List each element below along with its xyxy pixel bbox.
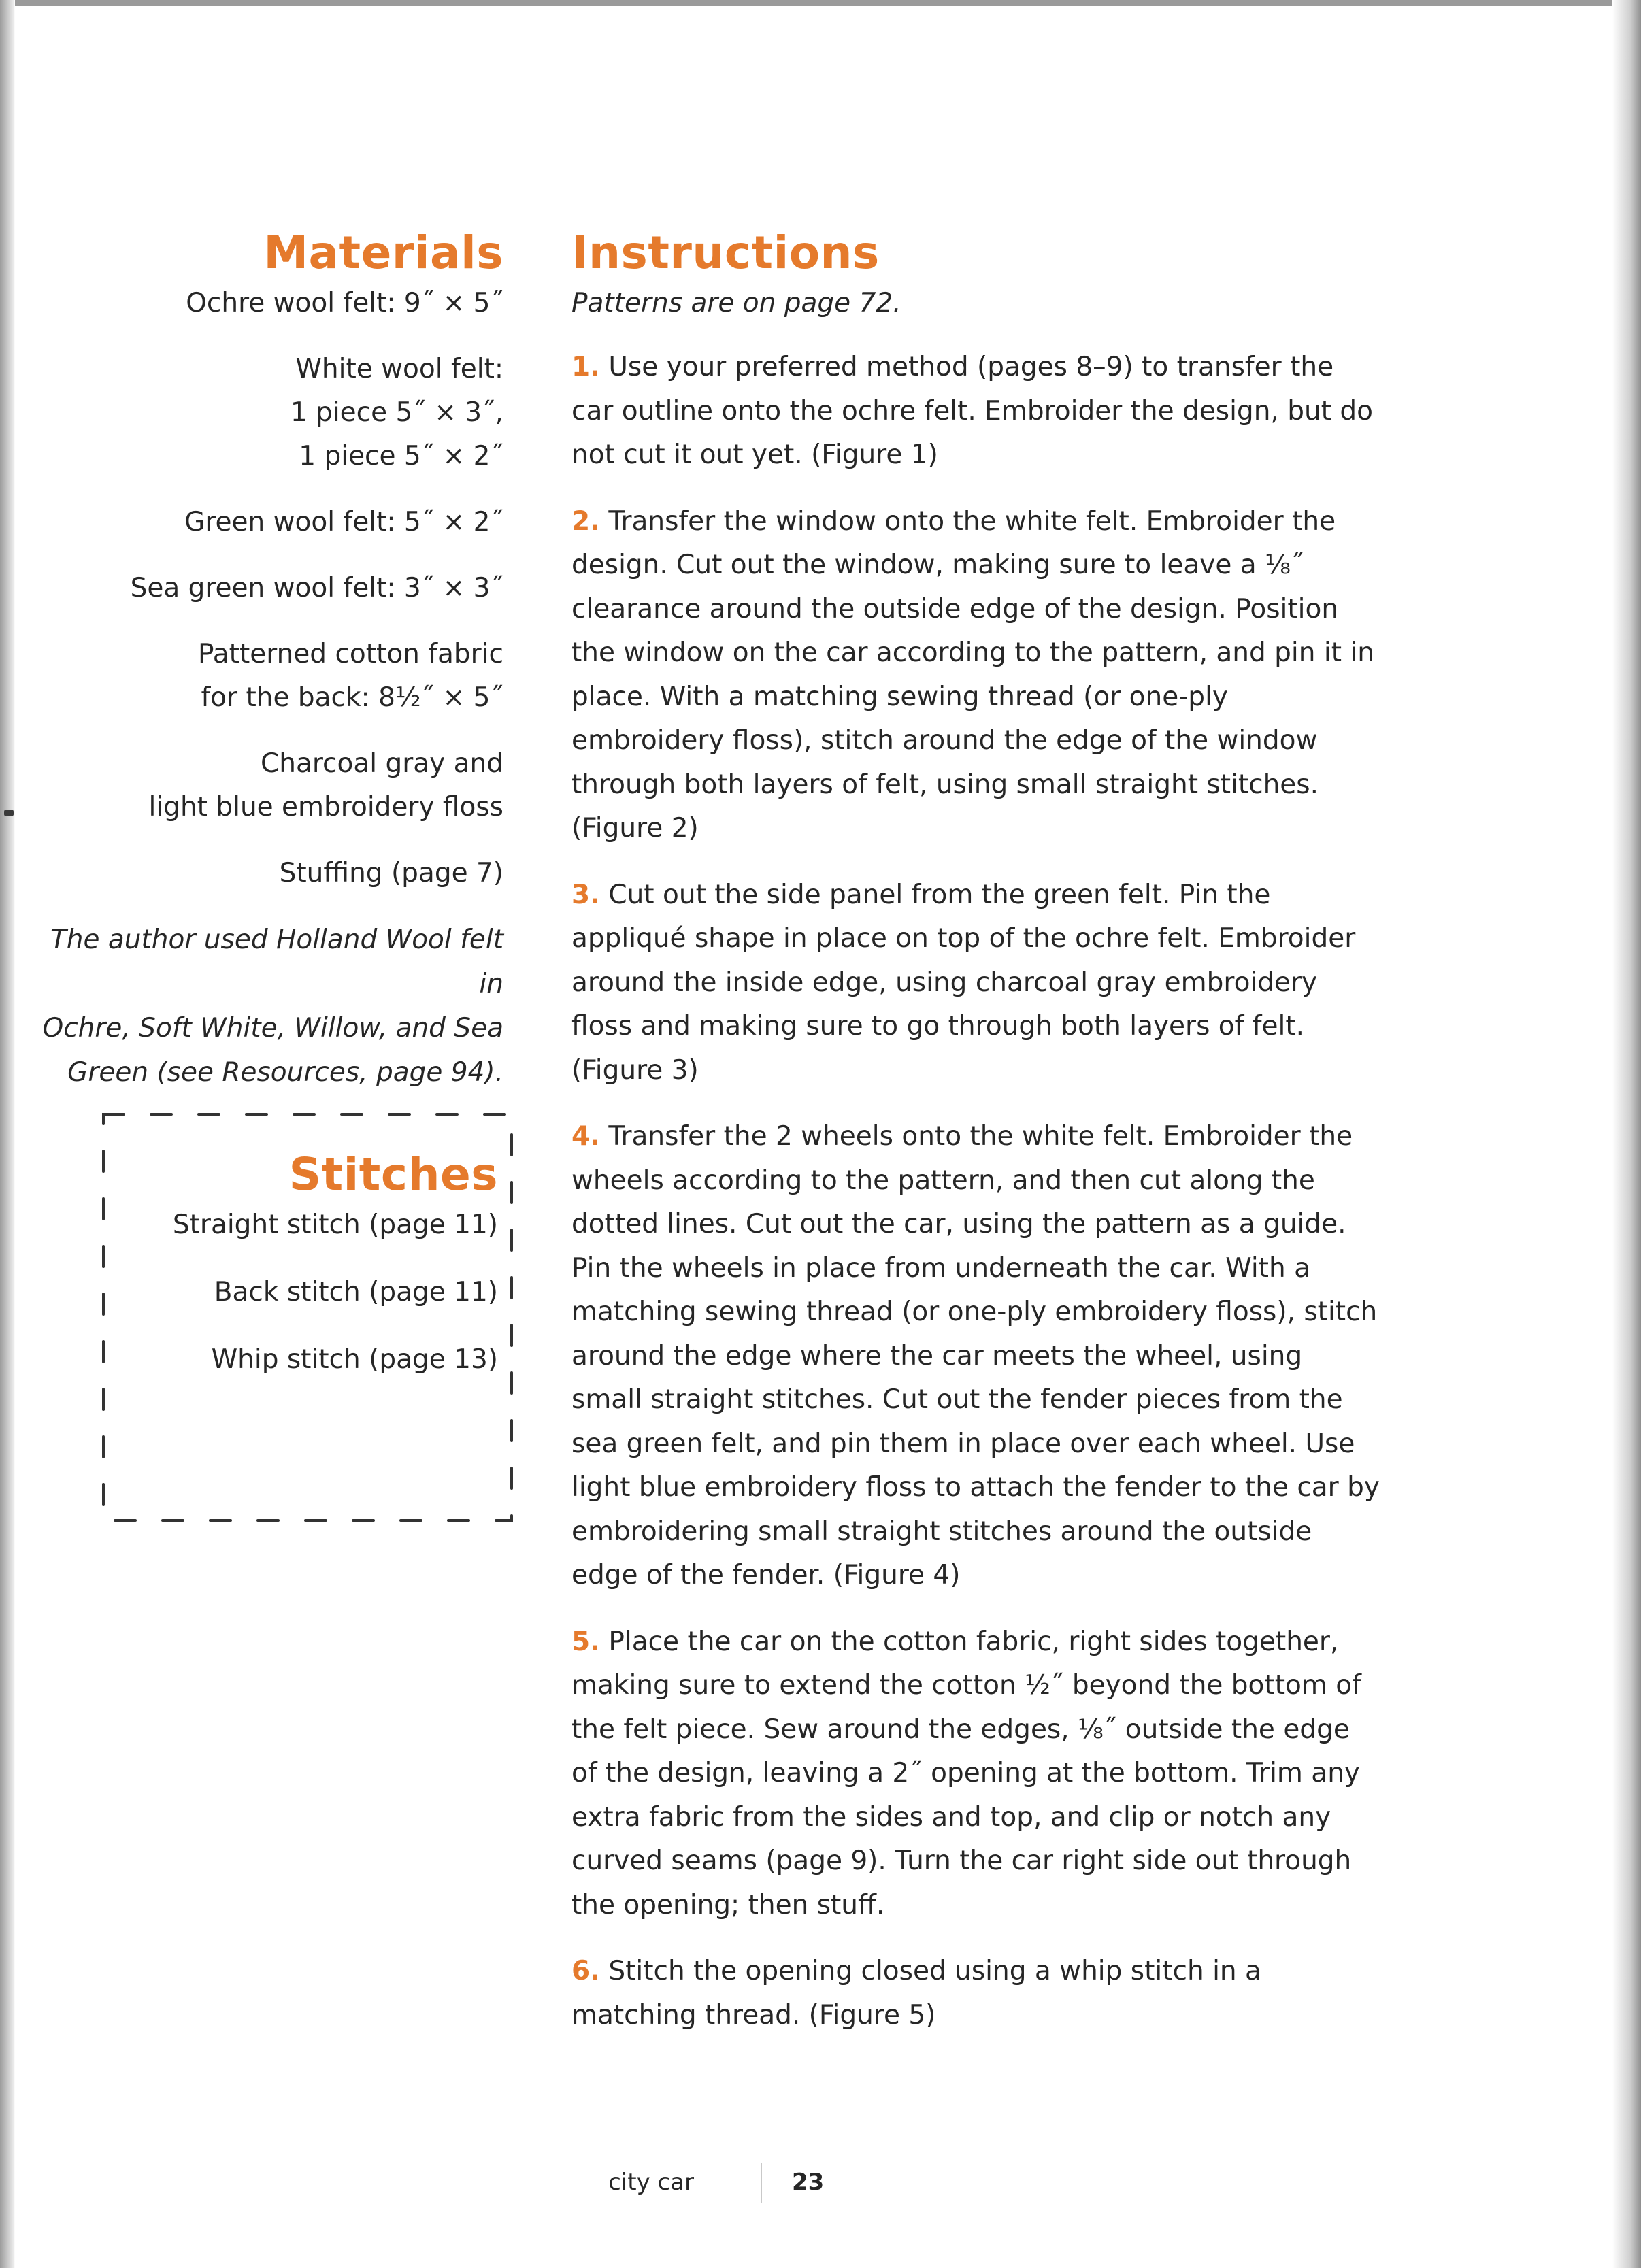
step-text: Use your preferred method (pages 8–9) to transfer the car outline onto the ochre felt. Embroider the design, but do not cut it out yet. (Figure 1)	[571, 352, 1373, 470]
step-text: Transfer the 2 wheels onto the white felt. Embroider the wheels according to the pattern, and then cut along the dotted lines. Cut out the car, using the pattern as a guide. Pin the wheels in place from underneath the car. With a matching sewing thread (or one-ply embroidery floss), stitch around the edge where the car meets the wheel, using small straight stitches. Cut out the fender pieces from the sea green felt, and pin them in place over each wheel. Use light blue embroidery floss to attach the fender to the car by embroidering small straight stitches around the outside edge of the fender. (Figure 4)	[571, 1121, 1380, 1590]
instruction-step	[571, 500, 1381, 851]
step-number: 1.	[571, 352, 600, 382]
patterns-note: Patterns are on page 72.	[571, 288, 901, 318]
page-number: 23	[792, 2169, 825, 2196]
material-item: Green wool felt: 5˝ × 2˝	[184, 507, 503, 537]
footer-divider	[761, 2163, 762, 2203]
scan-top-edge	[0, 0, 1641, 6]
step-text: Cut out the side panel from the green felt. Pin the appliqué shape in place on top of the ochre felt. Embroider around the inside edge, using charcoal gray embroidery floss and making sure to go through both layers of felt. (Figure 3)	[571, 879, 1356, 1086]
instruction-step	[571, 1950, 1381, 2037]
step-number: 5.	[571, 1626, 600, 1657]
author-note: The author used Holland Wool felt in Ochre, Soft White, Willow, and Sea Green (see Resources, page 94).	[42, 924, 503, 1088]
stitches-content	[173, 1146, 498, 1405]
scan-left-edge	[0, 0, 15, 2268]
stitch-item: Whip stitch (page 13)	[211, 1344, 498, 1375]
instructions-heading: Instructions	[571, 227, 880, 279]
scan-right-edge	[1612, 0, 1641, 2268]
stitches-box	[88, 1109, 531, 1531]
material-item: Sea green wool felt: 3˝ × 3˝	[130, 573, 503, 603]
step-number: 4.	[571, 1121, 600, 1152]
stitches-heading: Stitches	[288, 1148, 498, 1201]
stitch-item: Straight stitch (page 11)	[172, 1210, 498, 1240]
step-text: Transfer the window onto the white felt. Embroider the design. Cut out the window, making sure to leave a ⅛˝ clearance around the outside edge of the design. Position the window on the car according to the pattern, and pin it in place. With a matching sewing thread (or one-ply embroidery floss), stitch around the edge of the window through both layers of felt, using small straight stitches. (Figure 2)	[571, 505, 1374, 844]
instruction-step	[571, 873, 1381, 1093]
scan-mark	[4, 810, 14, 816]
step-text: Place the car on the cotton fabric, right sides together, making sure to extend the cotton ½˝ beyond the bottom of the felt piece. Sew around the edges, ⅛˝ outside the edge of the design, leaving a 2˝ opening at the bottom. Trim any extra fabric from the sides and top, and clip or notch any curved seams (page 9). Turn the car right side out through the opening; then stuff.	[571, 1626, 1361, 1920]
footer-title: city car	[608, 2169, 694, 2196]
material-item: White wool felt: 1 piece 5˝ × 3˝, 1 piece 5˝ × 2˝	[290, 354, 503, 471]
instructions-section	[571, 224, 1381, 2060]
material-item: Patterned cotton fabric for the back: 8½˝ × 5˝	[197, 639, 503, 713]
stitch-item: Back stitch (page 11)	[214, 1277, 498, 1307]
step-number: 3.	[571, 879, 600, 910]
material-item: Stuffing (page 7)	[279, 858, 503, 888]
page-footer	[608, 2163, 898, 2204]
materials-section	[41, 224, 503, 1095]
instruction-step	[571, 1620, 1381, 1928]
material-item: Charcoal gray and light blue embroidery floss	[148, 748, 503, 822]
step-text: Stitch the opening closed using a whip stitch in a matching thread. (Figure 5)	[571, 1956, 1261, 2031]
step-number: 6.	[571, 1956, 600, 1986]
materials-heading: Materials	[263, 227, 503, 279]
instruction-step	[571, 346, 1381, 478]
step-number: 2.	[571, 505, 600, 537]
material-item: Ochre wool felt: 9˝ × 5˝	[186, 288, 503, 318]
instruction-step	[571, 1115, 1381, 1598]
